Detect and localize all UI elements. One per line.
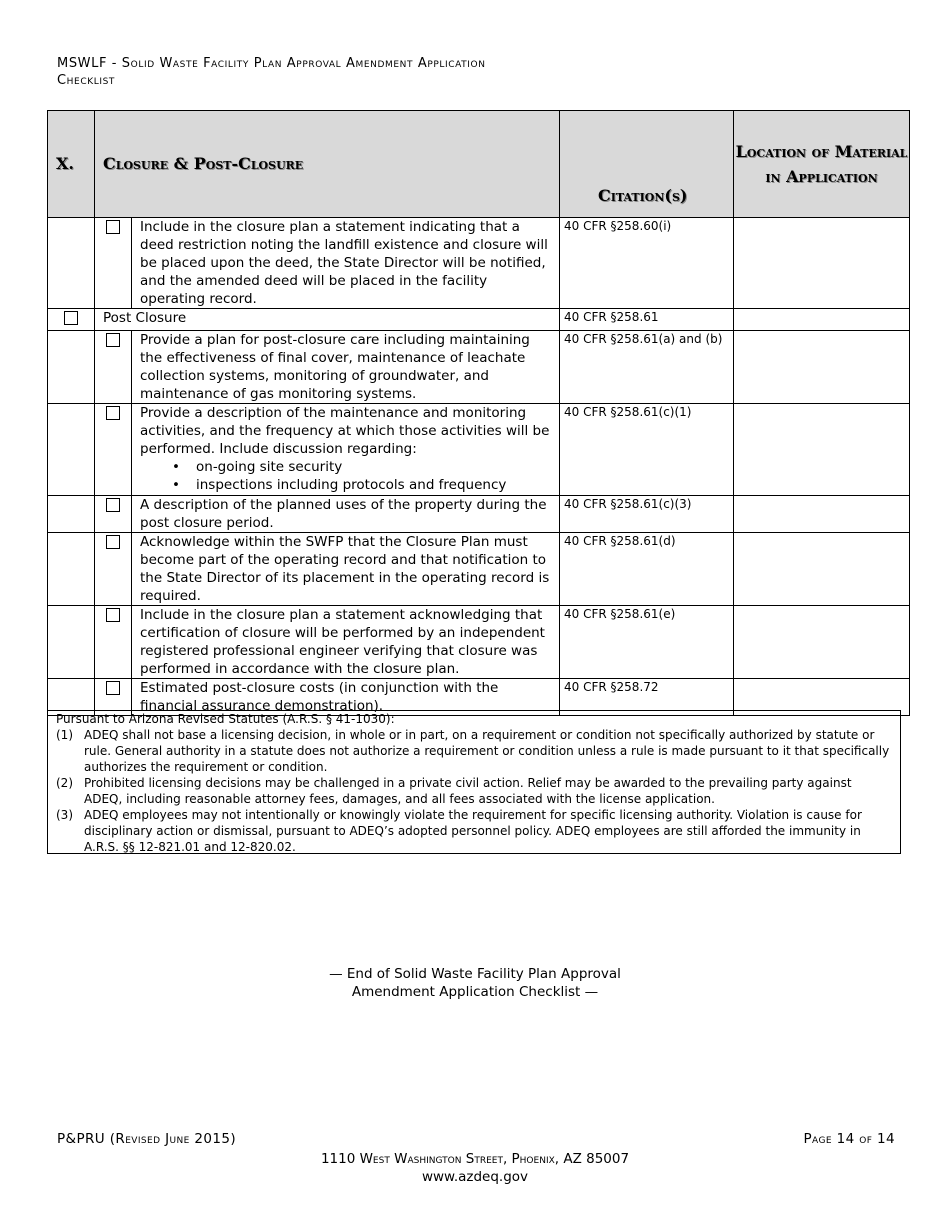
location-input-cell[interactable] <box>734 404 910 496</box>
post-closure-row <box>48 309 910 331</box>
location-input-cell[interactable] <box>734 309 910 331</box>
location-input-cell[interactable] <box>734 496 910 533</box>
post-closure-label: Post Closure <box>95 309 560 331</box>
footer-website[interactable]: www.azdeq.gov <box>421 1169 529 1185</box>
statute-item-text: ADEQ employees may not intentionally or knowingly violate the requirement for specific licensing authority. Violation is cause for disciplinary action or dismissal, pursuant to ADEQ’s adopted personnel policy. ADEQ employees are still afforded the immunity in A.R.S. §§ 12-821.01 and 12-820.02. <box>84 808 862 854</box>
maintenance-description-checkbox[interactable] <box>106 406 120 420</box>
citation: 40 CFR §258.61 <box>560 309 734 331</box>
requirement-text: Estimated post-closure costs (in conjunction with the financial assurance demonstration). <box>132 679 560 716</box>
requirement-text: A description of the planned uses of the property during the post closure period. <box>132 496 560 533</box>
location-input-cell[interactable] <box>734 218 910 309</box>
requirement-text: Acknowledge within the SWFP that the Closure Plan must become part of the operating record and that notification to the State Director of its placement in the operating record is required. <box>132 533 560 606</box>
end-note-line: — End of Solid Waste Facility Plan Approval <box>329 966 621 982</box>
requirement-text: Include in the closure plan a statement indicating that a deed restriction noting the landfill existence and closure will be placed upon the deed, the State Director will be notified, and the amended deed will be placed in the facility operating record. <box>132 218 560 309</box>
table-row <box>48 404 910 496</box>
bullet-item: • inspections including protocols and frequency <box>140 476 551 494</box>
checkbox-cell <box>48 309 95 331</box>
table-header-row <box>48 111 910 218</box>
table-row <box>48 218 910 309</box>
requirement-bullets <box>140 458 551 494</box>
post-closure-plan-checkbox[interactable] <box>106 333 120 347</box>
checkbox-cell <box>95 496 132 533</box>
statute-item <box>56 775 892 807</box>
post-closure-checkbox[interactable] <box>64 311 78 325</box>
requirement-paragraph: Provide a description of the maintenance and monitoring activities, and the frequency at which those activities will be performed. Include discussion regarding: <box>140 405 550 457</box>
requirement-text: Provide a plan for post-closure care including maintaining the effectiveness of final cover, maintenance of leachate collection systems, monitoring of groundwater, and maintenance of gas monitoring systems. <box>132 331 560 404</box>
statute-item-number: (2) <box>56 776 73 790</box>
checkbox-cell <box>95 404 132 496</box>
citation: 40 CFR §258.61(d) <box>560 533 734 606</box>
table-row <box>48 533 910 606</box>
bullet-item: • on-going site security <box>140 458 551 476</box>
table-row <box>48 606 910 679</box>
header-title: MSWLF - Solid Waste Facility Plan Approval Amendment Application <box>57 56 486 71</box>
checklist-table <box>47 110 910 716</box>
table-row <box>48 496 910 533</box>
location-column-header: Location of Material in Application <box>734 111 910 218</box>
empty-cell <box>48 533 95 606</box>
citation: 40 CFR §258.60(i) <box>560 218 734 309</box>
footer-contact <box>0 1150 950 1186</box>
footer-revision: P&PRU (Revised June 2015) <box>57 1131 237 1147</box>
requirement-text <box>132 404 560 496</box>
empty-cell <box>48 496 95 533</box>
checkbox-cell <box>95 533 132 606</box>
end-note-line: Amendment Application Checklist — <box>351 984 599 1000</box>
end-of-checklist-note <box>0 965 950 1001</box>
section-title: Closure & Post-Closure <box>95 111 560 218</box>
statute-item <box>56 807 892 855</box>
location-input-cell[interactable] <box>734 331 910 404</box>
citation: 40 CFR §258.72 <box>560 679 734 716</box>
empty-cell <box>48 218 95 309</box>
statute-intro: Pursuant to Arizona Revised Statutes (A.R.S. § 41-1030): <box>56 712 395 726</box>
certification-checkbox[interactable] <box>106 608 120 622</box>
citation: 40 CFR §258.61(c)(1) <box>560 404 734 496</box>
footer-address: 1110 West Washington Street, Phoenix, AZ 85007 <box>320 1151 630 1167</box>
empty-cell <box>48 606 95 679</box>
statute-item-text: ADEQ shall not base a licensing decision, in whole or in part, on a requirement or condition not specifically authorized by statute or rule. General authority in a statute does not authorize a requirement or condition unless a rule is made pursuant to it that specifically authorizes the requirement or condition. <box>84 728 890 774</box>
citation-column-header: Citation(s) <box>560 111 734 218</box>
header-subtitle: Checklist <box>57 73 115 88</box>
statute-item-number: (1) <box>56 728 73 742</box>
requirement-text: Include in the closure plan a statement acknowledging that certification of closure will be performed by an independent registered professional engineer verifying that closure was performed in accordance with the closure plan. <box>132 606 560 679</box>
deed-restriction-checkbox[interactable] <box>106 220 120 234</box>
location-input-cell[interactable] <box>734 533 910 606</box>
planned-uses-checkbox[interactable] <box>106 498 120 512</box>
statute-notice-box <box>47 710 901 854</box>
table-row <box>48 331 910 404</box>
citation: 40 CFR §258.61(e) <box>560 606 734 679</box>
document-header <box>57 55 486 89</box>
checkbox-cell <box>95 606 132 679</box>
checkbox-cell <box>95 218 132 309</box>
citation: 40 CFR §258.61(a) and (b) <box>560 331 734 404</box>
operating-record-checkbox[interactable] <box>106 535 120 549</box>
section-number: X. <box>48 111 95 218</box>
post-closure-costs-checkbox[interactable] <box>106 681 120 695</box>
empty-cell <box>48 331 95 404</box>
footer-page-number: Page 14 of 14 <box>803 1131 895 1147</box>
citation: 40 CFR §258.61(c)(3) <box>560 496 734 533</box>
location-input-cell[interactable] <box>734 606 910 679</box>
statute-item-text: Prohibited licensing decisions may be challenged in a private civil action. Relief may be awarded to the prevailing party against ADEQ, including reasonable attorney fees, damages, and all fees associated with the license application. <box>84 776 852 806</box>
statute-item-number: (3) <box>56 808 73 822</box>
checkbox-cell <box>95 331 132 404</box>
empty-cell <box>48 404 95 496</box>
statute-item <box>56 727 892 775</box>
